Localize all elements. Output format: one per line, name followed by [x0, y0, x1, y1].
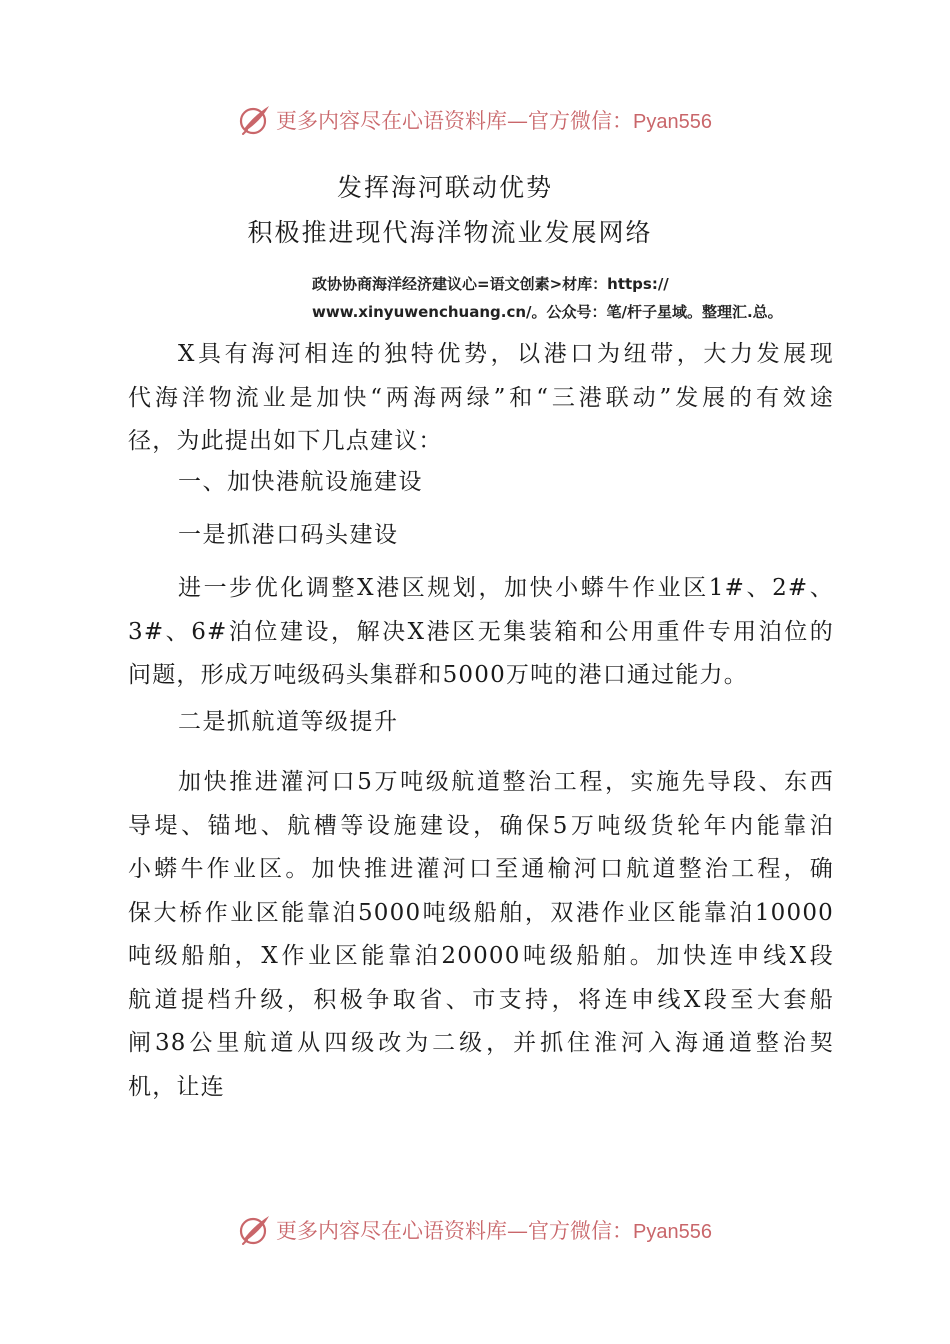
sub2-line-2: 导堤、锚地、航槽等设施建设，确保5万吨级货轮年内能靠泊: [128, 812, 834, 839]
sub2-line-7: 闸38公里航道从四级改为二级，并抓住淮河入海通道整治契: [128, 1030, 834, 1056]
quill-logo-icon: [238, 103, 272, 137]
watermark-text: [276, 1215, 712, 1245]
sub1-line-2: 3#、6#泊位建设，解决X港区无集装箱和公用重件专用泊位的: [128, 618, 834, 645]
document-title-line1: 发挥海河联动优势: [336, 173, 553, 202]
intro-line-2: 代海洋物流业是加快“两海两绿”和“三港联动”发展的有效途: [128, 384, 834, 411]
watermark-wechat-id: Pyan556: [633, 111, 712, 133]
source-note-line1: 政协协商海洋经济建议心=语文创素>材库：https://: [312, 275, 669, 293]
subsection-2-paragraph: [128, 761, 834, 1109]
watermark-banner-bottom: [0, 1210, 950, 1250]
sub1-line-3: 问题，形成万吨级码头集群和5000万吨的港口通过能力。: [128, 662, 748, 688]
document-title-line2: 积极推进现代海洋物流业发展网络: [247, 218, 653, 247]
watermark-label: 更多内容尽在心语资料库—官方微信：: [276, 109, 634, 133]
sub2-line-5: 吨级船舶，X作业区能靠泊20000吨级船舶。加快连申线X段: [128, 943, 834, 969]
intro-line-3: 径，为此提出如下几点建议：: [128, 428, 443, 454]
subsection-heading-1: 一是抓港口码头建设: [178, 522, 399, 548]
intro-paragraph: [128, 333, 834, 464]
source-note: [312, 270, 832, 326]
sub2-line-1: 加快推进灌河口5万吨级航道整治工程，实施先导段、东西: [178, 769, 834, 795]
quill-logo-icon: [238, 1213, 272, 1247]
subsection-heading-2: 二是抓航道等级提升: [178, 709, 399, 735]
watermark-label: 更多内容尽在心语资料库—官方微信：: [276, 1219, 634, 1243]
sub2-line-3: 小蟒牛作业区。加快推进灌河口至通榆河口航道整治工程，确: [128, 856, 834, 882]
sub2-line-4: 保大桥作业区能靠泊5000吨级船舶，双港作业区能靠泊10000: [128, 899, 834, 926]
watermark-banner-top: [0, 100, 950, 140]
intro-line-1: X具有海河相连的独特优势，以港口为纽带，大力发展现: [178, 341, 834, 367]
source-note-line2: www.xinyuwenchuang.cn/。公众号：笔/杆子星域。整理汇.总。: [312, 303, 783, 321]
section-heading-1: 一、加快港航设施建设: [178, 469, 423, 495]
sub2-line-6: 航道提档升级，积极争取省、市支持，将连申线X段至大套船: [128, 986, 834, 1013]
sub1-line-1: 进一步优化调整X港区规划，加快小蟒牛作业区1#、2#、: [178, 575, 834, 601]
watermark-wechat-id: Pyan556: [633, 1221, 712, 1243]
sub2-line-8: 机，让连: [128, 1073, 225, 1100]
subsection-1-paragraph: [128, 567, 834, 698]
watermark-text: [276, 105, 712, 135]
